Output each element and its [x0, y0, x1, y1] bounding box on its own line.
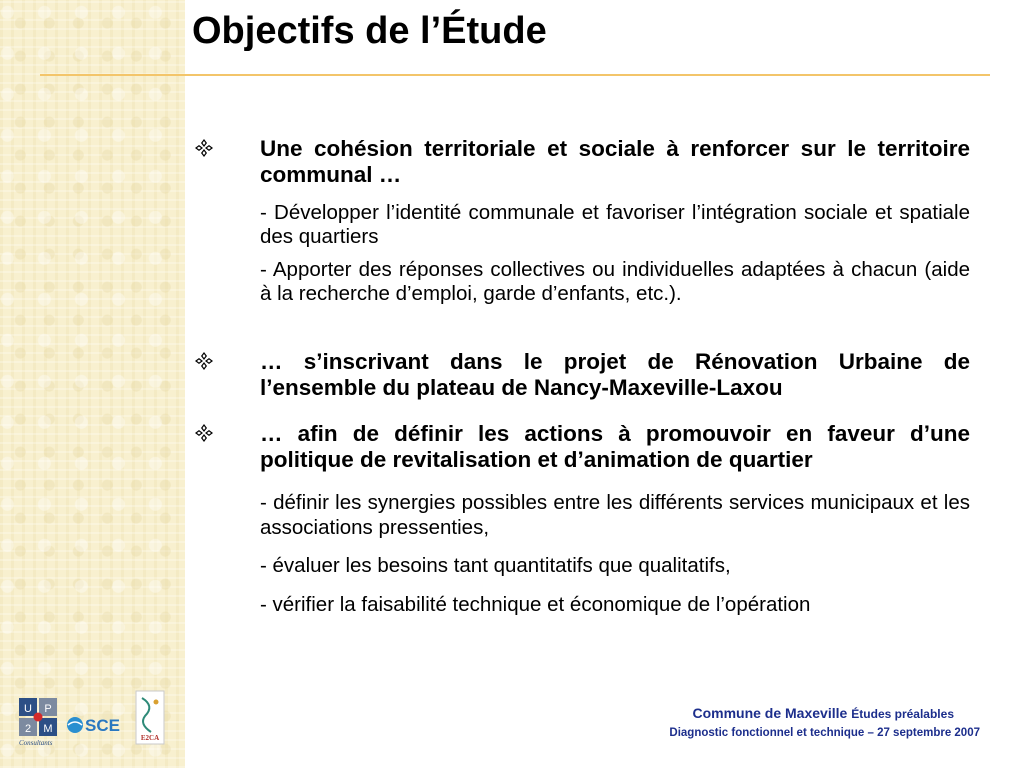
sub-item-besoins: - évaluer les besoins tant quantitatifs que qualitatifs,	[260, 554, 731, 578]
footer-commune: Commune de Maxeville	[692, 705, 848, 721]
up2m-letter: P	[44, 703, 52, 715]
diamond-bullet-icon	[194, 423, 214, 443]
up2m-letter: 2	[24, 723, 32, 735]
bullet-heading: … afin de définir les actions à promouvoir en faveur d’une politique de revitalisation et d’animation de quartier	[260, 420, 970, 472]
sub-item-identite: - Développer l’identité communale et favoriser l’intégration sociale et spatiale des quartiers	[260, 200, 970, 249]
bullet-section-actions	[190, 421, 970, 618]
bullet-heading: Une cohésion territoriale et sociale à renforcer sur le territoire communal …	[260, 136, 970, 188]
sce-text: SCE	[85, 716, 120, 735]
footer-subtitle: Diagnostic fonctionnel et technique – 27 septembre 2007	[669, 727, 980, 739]
slide-content	[190, 136, 970, 618]
up2m-letter: U	[24, 703, 32, 715]
slide-title: Objectifs de l’Étude	[192, 10, 547, 52]
diamond-bullet-icon	[194, 138, 214, 158]
sub-item-faisabilite: - vérifier la faisabilité technique et économique de l’opération	[260, 593, 811, 617]
up2m-caption: Consultants	[19, 739, 53, 747]
footer-title	[692, 705, 954, 723]
e2ca-text: E2CA	[140, 734, 160, 742]
partner-logos	[15, 688, 170, 748]
up2m-letter: M	[43, 723, 53, 735]
sce-logo	[67, 716, 120, 735]
diamond-bullet-icon	[194, 351, 214, 371]
bullet-heading: … s’inscrivant dans le projet de Rénovation Urbaine de l’ensemble du plateau de Nancy-Maxeville-Laxou	[260, 349, 970, 401]
sub-item-synergies: - définir les synergies possibles entre les différents services municipaux et les associations pressenties,	[260, 491, 970, 539]
title-underline	[40, 74, 990, 76]
footer-etudes: Études préalables	[851, 707, 954, 721]
bullet-section-renovation	[190, 349, 970, 402]
sub-item-reponses: - Apporter des réponses collectives ou individuelles adaptées à chacun (aide à la recherche d’emploi, garde d’enfants, etc.).	[260, 257, 970, 306]
e2ca-logo	[136, 691, 164, 744]
up2m-logo	[19, 698, 57, 747]
decorative-side-band	[0, 0, 185, 768]
bullet-section-cohesion	[190, 136, 970, 307]
